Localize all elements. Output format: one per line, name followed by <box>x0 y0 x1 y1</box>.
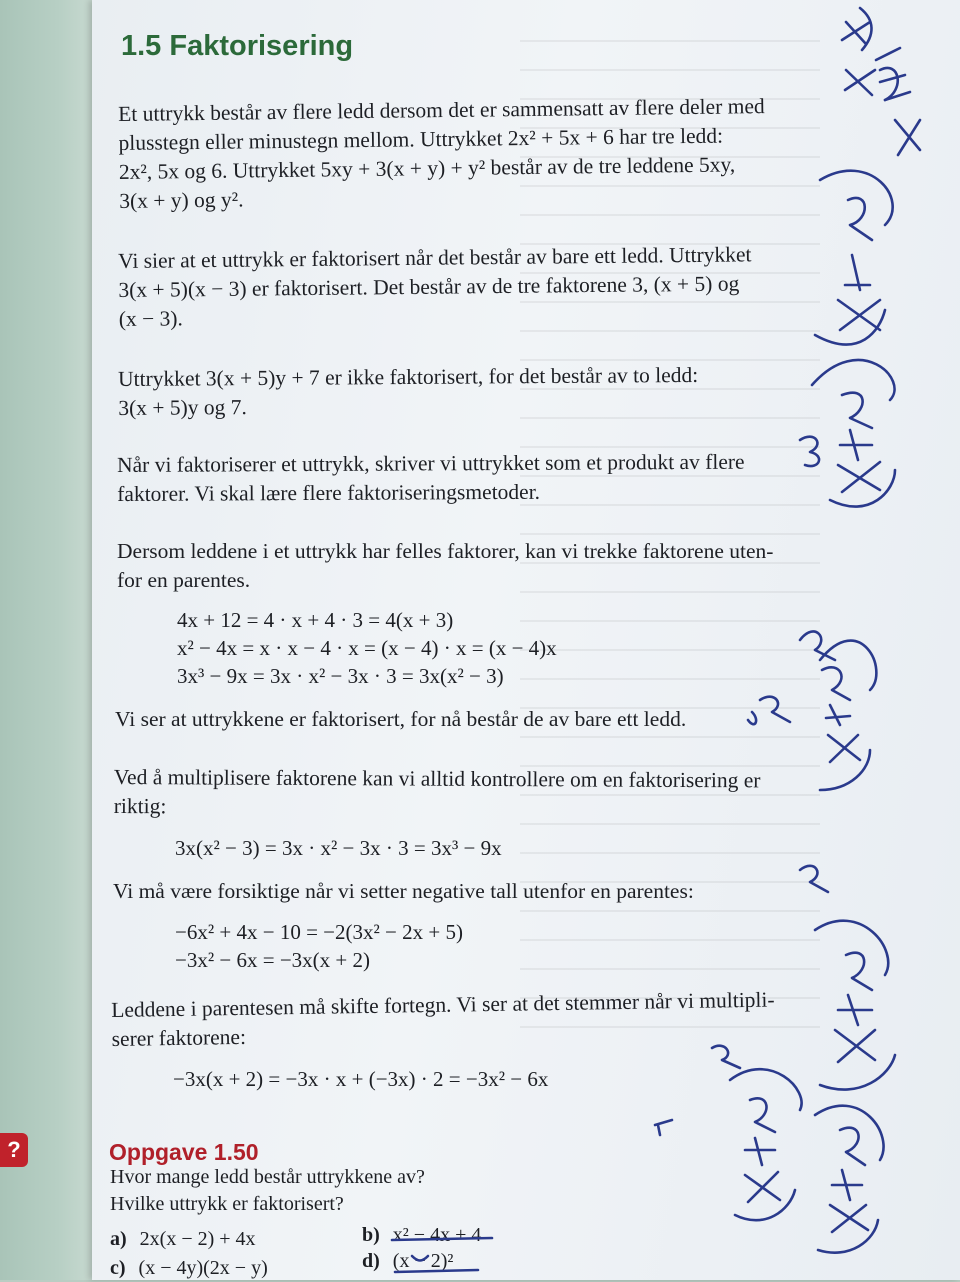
paragraph-conclusion: Vi ser at uttrykkene er faktorisert, for nå består de av bare ett ledd. <box>115 707 687 731</box>
paragraph-verify <box>114 763 761 824</box>
text-line: (x − 3). <box>118 306 183 331</box>
item-expression: (x − 4y)(2x − y) <box>138 1257 268 1279</box>
section-title: 1.5 Faktorisering <box>121 30 354 62</box>
item-expression: x² − 4x + 4 <box>392 1224 482 1246</box>
text-line: 3(x + 5)(x − 3) er faktorisert. Det består av de tre faktorene 3, (x + 5) og <box>118 271 740 302</box>
text-line: riktig: <box>113 793 167 819</box>
paragraph-terms <box>118 92 766 216</box>
paragraph-sign-change <box>111 986 775 1054</box>
text-line: for en parentes. <box>117 568 251 592</box>
exercise-question: Hvor mange ledd består uttrykkene av? <box>110 1166 425 1188</box>
exercise-item-b <box>362 1222 481 1249</box>
text-line: Dersom leddene i et uttrykk har felles faktorer, kan vi trekke faktorene uten- <box>117 539 774 563</box>
paragraph-factorised <box>118 240 752 334</box>
paragraph-not-factorised <box>118 361 698 423</box>
text-line: Uttrykket 3(x + 5)y + 7 er ikke faktorisert, for det består av to ledd: <box>118 362 699 391</box>
item-label: c) <box>110 1257 126 1279</box>
item-label: a) <box>110 1228 127 1250</box>
paragraph-negative-factor: Vi må være forsiktige når vi setter negative tall utenfor en parentes: <box>113 879 694 903</box>
item-expression: 2x(x − 2) + 4x <box>139 1228 256 1250</box>
exercise-item-c <box>110 1255 268 1282</box>
text-line: Ved å multiplisere faktorene kan vi alltid kontrollere om en faktorisering er <box>113 765 761 793</box>
item-label: d) <box>362 1250 380 1272</box>
equation: −3x² − 6x = −3x(x + 2) <box>175 948 370 972</box>
exercise-item-a <box>110 1226 256 1253</box>
exercise-title: Oppgave 1.50 <box>109 1139 259 1165</box>
text-line: Vi sier at et uttrykk er faktorisert når det består av bare ett ledd. Uttrykket <box>118 242 752 273</box>
equation: 4x + 12 = 4 · x + 4 · 3 = 4(x + 3) <box>177 608 454 632</box>
item-expression: (x − 2)² <box>392 1250 454 1272</box>
paragraph-factorise-definition <box>117 448 745 509</box>
text-line: Leddene i parentesen må skifte fortegn. Vi ser at det stemmer når vi multipli- <box>111 987 775 1022</box>
text-line: faktorer. Vi skal lære flere faktoriseringsmetoder. <box>117 479 541 506</box>
text-line: plusstegn eller minustegn mellom. Uttrykket 2x² + 5x + 6 har tre ledd: <box>118 123 724 155</box>
exercise-question: Hvilke uttrykk er faktorisert? <box>110 1193 344 1215</box>
item-label: b) <box>362 1224 380 1246</box>
equation-sign-check: −3x(x + 2) = −3x · x + (−3x) · 2 = −3x² − 6x <box>173 1067 549 1091</box>
text-line: serer faktorene: <box>111 1024 247 1051</box>
equation: −6x² + 4x − 10 = −2(3x² − 2x + 5) <box>175 920 463 944</box>
exercise-item-d <box>362 1248 453 1275</box>
text-line: 3(x + 5)y og 7. <box>118 395 247 420</box>
text-line: Når vi faktoriserer et uttrykk, skriver vi uttrykket som et produkt av flere <box>117 449 745 477</box>
equation: 3x³ − 9x = 3x · x² − 3x · 3 = 3x(x² − 3) <box>177 664 504 688</box>
equation-verify: 3x(x² − 3) = 3x · x² − 3x · 3 = 3x³ − 9x <box>175 836 502 860</box>
text-line: 3(x + y) og y². <box>119 187 244 213</box>
paragraph-common-factors <box>117 537 773 595</box>
text-line: 2x², 5x og 6. Uttrykket 5xy + 3(x + y) + y² består av de tre leddene 5xy, <box>118 152 736 184</box>
equation-block-negative <box>175 918 463 974</box>
exercise-marker-tab: ? <box>0 1133 28 1167</box>
equation: x² − 4x = x · x − 4 · x = (x − 4) · x = (x − 4)x <box>177 636 557 660</box>
text-line: Et uttrykk består av flere ledd dersom det er sammensatt av flere deler med <box>118 94 765 126</box>
equation-block-common-factors <box>177 606 557 690</box>
exercise-questions <box>110 1164 425 1218</box>
